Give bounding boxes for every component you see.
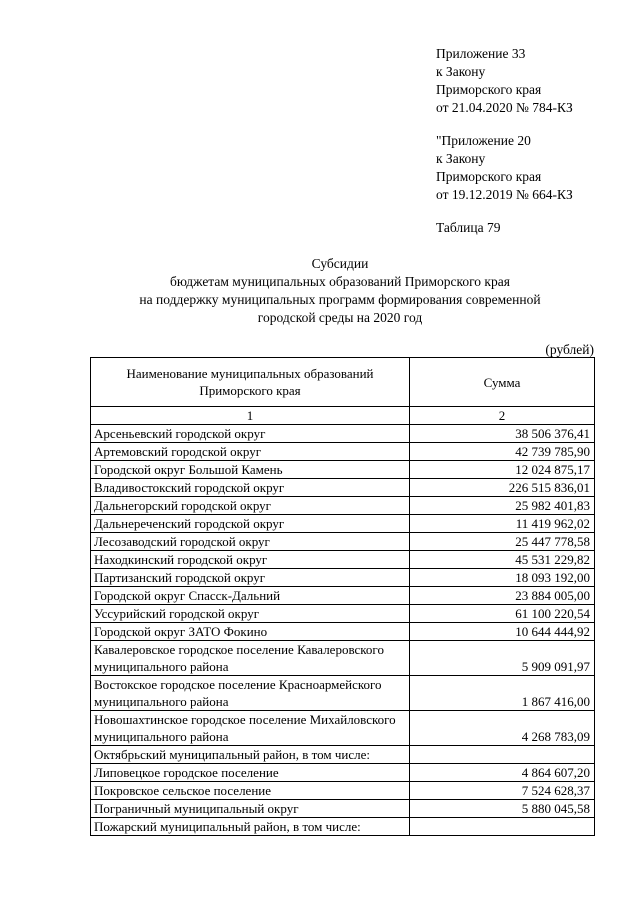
row-amount: 61 100 220,54 xyxy=(410,605,595,623)
row-name: Пожарский муниципальный район, в том числе: xyxy=(91,818,410,836)
row-name: Лесозаводский городской округ xyxy=(91,533,410,551)
table-header-row xyxy=(91,358,595,407)
table-row xyxy=(91,497,595,515)
row-name: Артемовский городской округ xyxy=(91,443,410,461)
table-row xyxy=(91,818,595,836)
appendix-line: Приложение 33 xyxy=(436,46,526,61)
row-amount: 12 024 875,17 xyxy=(410,461,595,479)
row-name: Находкинский городской округ xyxy=(91,551,410,569)
row-amount: 7 524 628,37 xyxy=(410,782,595,800)
row-name: Партизанский городской округ xyxy=(91,569,410,587)
row-amount: 42 739 785,90 xyxy=(410,443,595,461)
appendix-reference-secondary xyxy=(436,132,573,204)
row-name: Городской округ Спасск-Дальний xyxy=(91,587,410,605)
row-name: Дальнегорский городской округ xyxy=(91,497,410,515)
header-amount: Сумма xyxy=(410,358,595,407)
table-row xyxy=(91,443,595,461)
table-body xyxy=(91,425,595,836)
row-name: Востокское городское поселение Красноармейского муниципального района xyxy=(91,676,410,711)
table-row xyxy=(91,533,595,551)
row-amount: 23 884 005,00 xyxy=(410,587,595,605)
title-line: бюджетам муниципальных образований Приморского края xyxy=(170,274,510,289)
row-amount: 1 867 416,00 xyxy=(410,676,595,711)
row-amount: 25 982 401,83 xyxy=(410,497,595,515)
row-amount: 25 447 778,58 xyxy=(410,533,595,551)
appendix-line: от 19.12.2019 № 664-КЗ xyxy=(436,187,573,202)
row-amount xyxy=(410,818,595,836)
row-name: Новошахтинское городское поселение Михайловского муниципального района xyxy=(91,711,410,746)
row-name: Покровское сельское поселение xyxy=(91,782,410,800)
row-amount xyxy=(410,746,595,764)
document-title xyxy=(70,255,610,327)
table-row xyxy=(91,587,595,605)
row-amount: 11 419 962,02 xyxy=(410,515,595,533)
row-amount: 5 909 091,97 xyxy=(410,641,595,676)
title-line: на поддержку муниципальных программ формирования современной xyxy=(139,292,541,307)
row-amount: 10 644 444,92 xyxy=(410,623,595,641)
row-name: Октябрьский муниципальный район, в том числе: xyxy=(91,746,410,764)
appendix-line: к Закону xyxy=(436,64,486,79)
table-row xyxy=(91,515,595,533)
row-name: Пограничный муниципальный округ xyxy=(91,800,410,818)
appendix-line: Приморского края xyxy=(436,82,542,97)
title-line: Субсидии xyxy=(311,256,369,271)
row-name: Дальнереченский городской округ xyxy=(91,515,410,533)
table-row xyxy=(91,425,595,443)
column-number: 2 xyxy=(410,407,595,425)
appendix-line: Приморского края xyxy=(436,169,542,184)
table-row xyxy=(91,569,595,587)
table-row xyxy=(91,551,595,569)
row-name: Кавалеровское городское поселение Кавалеровского муниципального района xyxy=(91,641,410,676)
table-row xyxy=(91,641,595,676)
row-amount: 45 531 229,82 xyxy=(410,551,595,569)
row-name: Владивостокский городской округ xyxy=(91,479,410,497)
appendix-line: к Закону xyxy=(436,151,486,166)
column-number-row xyxy=(91,407,595,425)
appendix-reference-primary xyxy=(436,45,573,117)
subsidy-table xyxy=(90,357,595,836)
units-label: (рублей) xyxy=(545,342,594,357)
appendix-line: от 21.04.2020 № 784-КЗ xyxy=(436,100,573,115)
table-row xyxy=(91,676,595,711)
row-amount: 4 268 783,09 xyxy=(410,711,595,746)
table-row xyxy=(91,623,595,641)
table-row xyxy=(91,461,595,479)
title-line: городской среды на 2020 год xyxy=(257,310,423,325)
table-row xyxy=(91,711,595,746)
table-number: Таблица 79 xyxy=(436,220,501,235)
row-name: Городской округ ЗАТО Фокино xyxy=(91,623,410,641)
row-name: Городской округ Большой Камень xyxy=(91,461,410,479)
table-row xyxy=(91,605,595,623)
appendix-line: "Приложение 20 xyxy=(436,133,531,148)
row-amount: 38 506 376,41 xyxy=(410,425,595,443)
column-number: 1 xyxy=(91,407,410,425)
table-row xyxy=(91,746,595,764)
row-name: Липовецкое городское поселение xyxy=(91,764,410,782)
header-name: Наименование муниципальных образований Приморского края xyxy=(91,358,410,407)
row-amount: 226 515 836,01 xyxy=(410,479,595,497)
row-amount: 5 880 045,58 xyxy=(410,800,595,818)
table-row xyxy=(91,764,595,782)
row-name: Арсеньевский городской округ xyxy=(91,425,410,443)
row-name: Уссурийский городской округ xyxy=(91,605,410,623)
table-row xyxy=(91,800,595,818)
table-row xyxy=(91,479,595,497)
row-amount: 4 864 607,20 xyxy=(410,764,595,782)
table-row xyxy=(91,782,595,800)
row-amount: 18 093 192,00 xyxy=(410,569,595,587)
